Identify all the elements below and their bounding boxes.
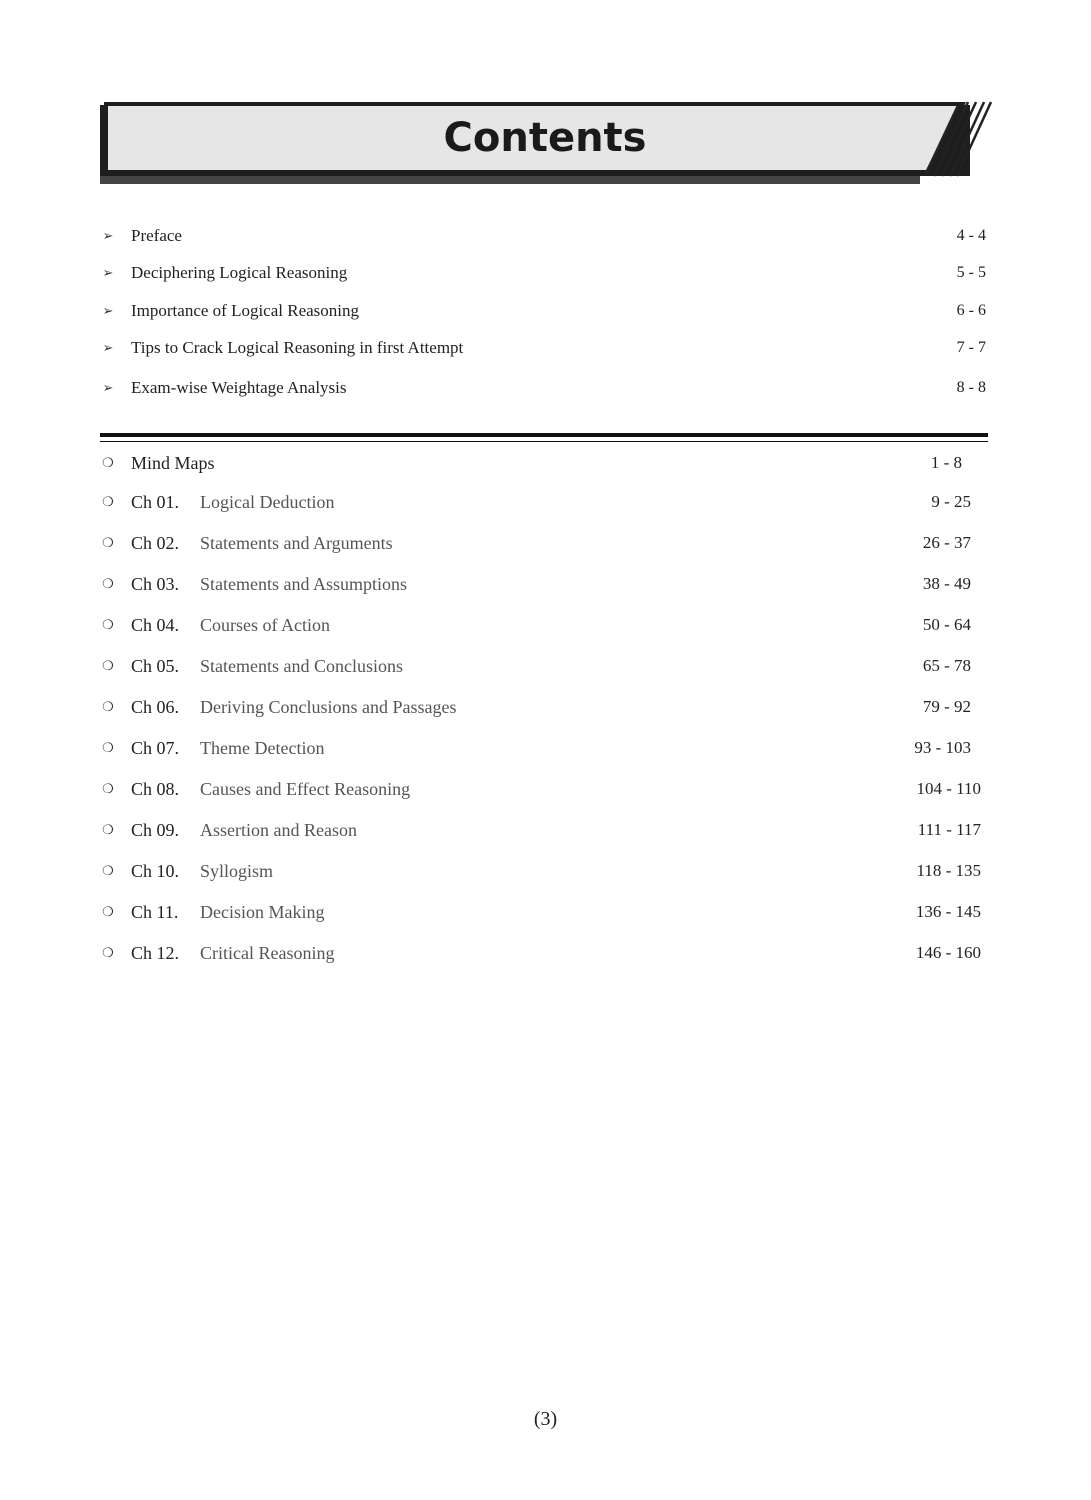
circle-bullet-icon: ❍: [102, 863, 114, 878]
arrow-bullet-icon: ➢: [102, 303, 114, 318]
chapter-title: Theme Detection: [200, 738, 325, 758]
entry-pages: 7 - 7: [956, 339, 986, 356]
chapter-title: Critical Reasoning: [200, 943, 335, 963]
entry-label: Exam-wise Weightage Analysis: [131, 378, 347, 397]
chapter-pages: 111 - 117: [917, 820, 981, 839]
entry-pages: 6 - 6: [956, 302, 986, 319]
chapter-title: Causes and Effect Reasoning: [200, 779, 411, 799]
arrow-bullet-icon: ➢: [102, 265, 114, 280]
page-title: Contents: [443, 115, 647, 161]
mind-maps-item: [100, 449, 986, 477]
chapter-number: Ch 01.: [131, 492, 180, 512]
chapter-pages: 9 - 25: [931, 492, 971, 511]
chapter-number: Ch 09.: [131, 820, 180, 840]
entry-label: Importance of Logical Reasoning: [131, 301, 360, 320]
chapter-title: Assertion and Reason: [200, 820, 357, 840]
chapter-title: Decision Making: [200, 902, 325, 922]
chapter-title: Statements and Conclusions: [200, 656, 403, 676]
chapter-number: Ch 03.: [131, 574, 180, 594]
section-divider-thin: [100, 441, 988, 442]
chapter-pages: 50 - 64: [922, 615, 971, 634]
circle-bullet-icon: ❍: [102, 781, 114, 796]
chapter-item: [100, 734, 986, 762]
chapter-number: Ch 02.: [131, 533, 180, 553]
arrow-bullet-icon: ➢: [102, 380, 114, 395]
entry-pages: 4 - 4: [956, 227, 986, 244]
front-matter-item: [100, 334, 986, 362]
arrow-bullet-icon: ➢: [102, 228, 114, 243]
chapter-title: Courses of Action: [200, 615, 330, 635]
chapter-pages: 118 - 135: [916, 861, 981, 880]
chapter-item: [100, 488, 986, 516]
chapter-pages: 146 - 160: [915, 943, 981, 962]
chapter-title: Statements and Assumptions: [200, 574, 407, 594]
chapter-item: [100, 529, 986, 557]
chapter-number: Ch 11.: [131, 902, 179, 922]
chapter-pages: 79 - 92: [922, 697, 971, 716]
chapter-pages: 65 - 78: [922, 656, 971, 675]
circle-bullet-icon: ❍: [102, 945, 114, 960]
chapter-pages: 38 - 49: [922, 574, 971, 593]
circle-bullet-icon: ❍: [102, 699, 114, 714]
chapter-number: Ch 10.: [131, 861, 180, 881]
circle-bullet-icon: ❍: [102, 617, 114, 632]
circle-bullet-icon: ❍: [102, 455, 114, 470]
chapter-number: Ch 08.: [131, 779, 180, 799]
chapter-item: [100, 857, 986, 885]
chapter-pages: 26 - 37: [922, 533, 971, 552]
circle-bullet-icon: ❍: [102, 494, 114, 509]
chapter-number: Ch 05.: [131, 656, 180, 676]
circle-bullet-icon: ❍: [102, 740, 114, 755]
chapter-title: Deriving Conclusions and Passages: [200, 697, 457, 717]
chapter-item: [100, 652, 986, 680]
circle-bullet-icon: ❍: [102, 822, 114, 837]
entry-label: Preface: [131, 226, 182, 245]
chapter-item: [100, 898, 986, 926]
circle-bullet-icon: ❍: [102, 535, 114, 550]
chapter-number: Ch 12.: [131, 943, 180, 963]
chapter-pages: 93 - 103: [914, 738, 971, 757]
front-matter-item: [100, 259, 986, 287]
entry-label: Tips to Crack Logical Reasoning in first Attempt: [131, 338, 464, 357]
entry-label: Deciphering Logical Reasoning: [131, 263, 348, 282]
chapter-number: Ch 04.: [131, 615, 180, 635]
chapter-number: Ch 07.: [131, 738, 180, 758]
chapter-title: Logical Deduction: [200, 492, 335, 512]
front-matter-item: [100, 297, 986, 325]
chapter-title: Syllogism: [200, 861, 274, 881]
chapter-item: [100, 816, 986, 844]
front-matter-item: [100, 222, 986, 250]
chapter-item: [100, 693, 986, 721]
chapter-pages: 136 - 145: [915, 902, 981, 921]
section-divider-thick: [100, 433, 988, 437]
circle-bullet-icon: ❍: [102, 904, 114, 919]
entry-pages: 8 - 8: [956, 379, 986, 396]
circle-bullet-icon: ❍: [102, 658, 114, 673]
entry-label: Mind Maps: [131, 453, 215, 473]
chapter-number: Ch 06.: [131, 697, 180, 717]
chapter-item: [100, 570, 986, 598]
page-number: (3): [533, 1408, 558, 1430]
entry-pages: 5 - 5: [956, 264, 986, 281]
circle-bullet-icon: ❍: [102, 576, 114, 591]
chapter-item: [100, 939, 986, 967]
entry-pages: 1 - 8: [930, 453, 962, 472]
arrow-bullet-icon: ➢: [102, 340, 114, 355]
chapter-pages: 104 - 110: [916, 779, 981, 798]
front-matter-item: [100, 374, 986, 402]
chapter-item: [100, 611, 986, 639]
chapter-item: [100, 775, 986, 803]
chapter-title: Statements and Arguments: [200, 533, 393, 553]
